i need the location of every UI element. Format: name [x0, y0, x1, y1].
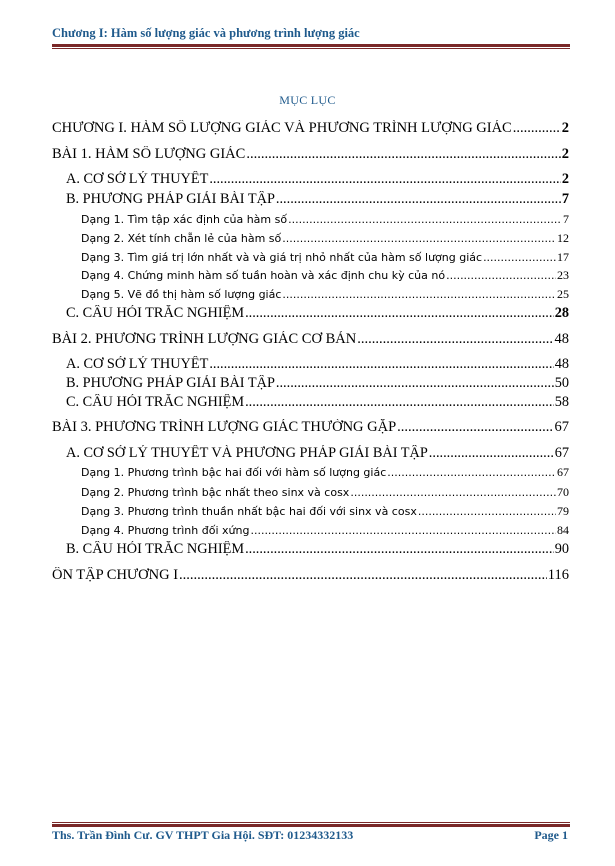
- toc-entry-title: BÀI 1. HÀM SỐ LƯỢNG GIÁC: [52, 146, 246, 162]
- toc-entry-title: Dạng 1. Phương trình bậc hai đối với hàm số lượng giác: [81, 466, 387, 479]
- header-divider: [52, 44, 570, 49]
- toc-entry-lesson-3-a-type-3[interactable]: [81, 504, 569, 519]
- toc-entry-lesson-3-a-type-2[interactable]: [81, 485, 569, 500]
- toc-leader: [282, 232, 556, 245]
- toc-entry-page: 90: [554, 541, 569, 557]
- toc-entry-lesson-1-b-type-3[interactable]: [81, 250, 569, 265]
- toc-entry-title: B. CÂU HỎI TRẮC NGHIỆM: [66, 541, 245, 557]
- header-title: Chương I: Hàm số lượng giác và phương trình lượng giác: [52, 26, 360, 40]
- toc-entry-page: 12: [557, 231, 569, 245]
- toc-entry-title: Dạng 2. Xét tính chẵn lẻ của hàm số: [81, 232, 282, 245]
- toc-leader: [357, 331, 553, 348]
- toc-entry-page: 7: [563, 212, 569, 226]
- toc-entry-page: 79: [557, 504, 569, 518]
- toc-entry-lesson-3[interactable]: [52, 419, 569, 436]
- toc-entry-page: 58: [554, 394, 569, 410]
- toc-leader: [387, 466, 556, 479]
- toc-leader: [446, 269, 556, 282]
- toc-entry-page: 2: [561, 120, 569, 136]
- toc-leader: [245, 394, 554, 411]
- toc-entry-page: 2: [561, 171, 569, 187]
- toc-entry-page: 67: [554, 445, 569, 461]
- toc-leader: [350, 486, 556, 499]
- toc-entry-title: BÀI 3. PHƯƠNG TRÌNH LƯỢNG GIÁC THƯỜNG GẶP: [52, 419, 397, 435]
- toc-leader: [245, 305, 554, 322]
- toc-entry-lesson-3-a-type-1[interactable]: [81, 465, 569, 480]
- toc-heading: MỤC LỤC: [279, 93, 336, 107]
- toc-entry-lesson-2[interactable]: [52, 331, 569, 348]
- toc-entry-page: 17: [557, 250, 569, 264]
- toc-leader: [429, 445, 554, 462]
- toc-entry-title: A. CƠ SỞ LÝ THUYẾT: [66, 171, 209, 187]
- toc-entry-page: 67: [554, 419, 569, 435]
- toc-entry-page: 7: [561, 191, 569, 207]
- toc-leader: [246, 146, 560, 163]
- toc-entry-lesson-3-a[interactable]: [66, 445, 569, 462]
- toc-entry-title: C. CÂU HỎI TRẮC NGHIỆM: [66, 305, 245, 321]
- toc-entry-title: Dạng 4. Phương trình đối xứng: [81, 524, 250, 537]
- toc-entry-page: 28: [554, 305, 569, 321]
- toc-entry-page: 48: [554, 331, 569, 347]
- toc-entry-lesson-2-b[interactable]: [66, 375, 569, 392]
- toc-entry-title: B. PHƯƠNG PHÁP GIẢI BÀI TẬP: [66, 375, 275, 391]
- toc-entry-title: B. PHƯƠNG PHÁP GIẢI BÀI TẬP: [66, 191, 275, 207]
- toc-entry-lesson-1-b[interactable]: [66, 191, 569, 208]
- toc-entry-page: 67: [557, 465, 569, 479]
- toc-entry-lesson-1[interactable]: [52, 146, 569, 163]
- toc-leader: [179, 567, 547, 584]
- toc-leader: [245, 541, 554, 558]
- toc-entry-title: ÔN TẬP CHƯƠNG I: [52, 567, 179, 583]
- toc-entry-lesson-1-b-type-4[interactable]: [81, 268, 569, 283]
- toc-entry-page: 2: [561, 146, 569, 162]
- footer-page-number: Page 1: [534, 828, 568, 842]
- toc-entry-lesson-3-b[interactable]: [66, 541, 569, 558]
- toc-leader: [483, 251, 556, 264]
- toc-entry-lesson-1-c[interactable]: [66, 305, 569, 322]
- toc-entry-review-chapter-1[interactable]: [52, 567, 569, 584]
- toc-leader: [513, 120, 561, 137]
- footer-divider: [52, 822, 570, 827]
- toc-leader: [209, 356, 553, 373]
- toc-entry-title: BÀI 2. PHƯƠNG TRÌNH LƯỢNG GIÁC CƠ BẢN: [52, 331, 357, 347]
- toc-entry-title: Dạng 3. Tìm giá trị lớn nhất và và giá trị nhỏ nhất của hàm số lượng giác: [81, 251, 483, 264]
- toc-entry-page: 70: [557, 485, 569, 499]
- toc-leader: [418, 505, 556, 518]
- toc-entry-title: A. CƠ SỞ LÝ THUYẾT: [66, 356, 209, 372]
- toc-entry-lesson-1-a[interactable]: [66, 171, 569, 188]
- toc-entry-page: 25: [557, 287, 569, 301]
- footer-author: Ths. Trần Đình Cư. GV THPT Gia Hội. SĐT: 01234332133: [52, 828, 354, 842]
- toc-entry-page: 84: [557, 523, 569, 537]
- toc-entry-title: A. CƠ SỞ LÝ THUYẾT VÀ PHƯƠNG PHÁP GIẢI BÀI TẬP: [66, 445, 428, 461]
- toc-entry-title: Dạng 2. Phương trình bậc nhất theo sinx và cosx: [81, 486, 350, 499]
- toc-entry-page: 50: [554, 375, 569, 391]
- toc-leader: [276, 191, 561, 208]
- toc-entry-lesson-3-a-type-4[interactable]: [81, 523, 569, 538]
- toc-entry-title: Dạng 3. Phương trình thuần nhất bậc hai đối với sinx và cosx: [81, 505, 417, 518]
- toc-leader: [209, 171, 561, 188]
- toc-entry-lesson-2-c[interactable]: [66, 394, 569, 411]
- toc-entry-title: Dạng 5. Vẽ đồ thị hàm số lượng giác: [81, 288, 282, 301]
- toc-entry-lesson-1-b-type-2[interactable]: [81, 231, 569, 246]
- toc-entry-lesson-2-a[interactable]: [66, 356, 569, 373]
- toc-entry-lesson-1-b-type-5[interactable]: [81, 287, 569, 302]
- toc-leader: [397, 419, 553, 436]
- toc-entry-title: Dạng 1. Tìm tập xác định của hàm số: [81, 213, 288, 226]
- toc-leader: [282, 288, 556, 301]
- toc-leader: [250, 524, 556, 537]
- toc-entry-title: CHƯƠNG I. HÀM SỐ LƯỢNG GIÁC VÀ PHƯƠNG TRÌNH LƯỢNG GIÁC: [52, 120, 512, 136]
- toc-entry-chapter-1[interactable]: [52, 120, 569, 137]
- toc-entry-page: 23: [557, 268, 569, 282]
- toc-entry-title: C. CÂU HỎI TRẮC NGHIỆM: [66, 394, 245, 410]
- toc-leader: [288, 213, 562, 226]
- toc-entry-lesson-1-b-type-1[interactable]: [81, 212, 569, 227]
- toc-entry-page: 48: [554, 356, 569, 372]
- toc-entry-page: 116: [547, 567, 569, 583]
- toc-leader: [276, 375, 554, 392]
- toc-entry-title: Dạng 4. Chứng minh hàm số tuần hoàn và xác định chu kỳ của nó: [81, 269, 446, 282]
